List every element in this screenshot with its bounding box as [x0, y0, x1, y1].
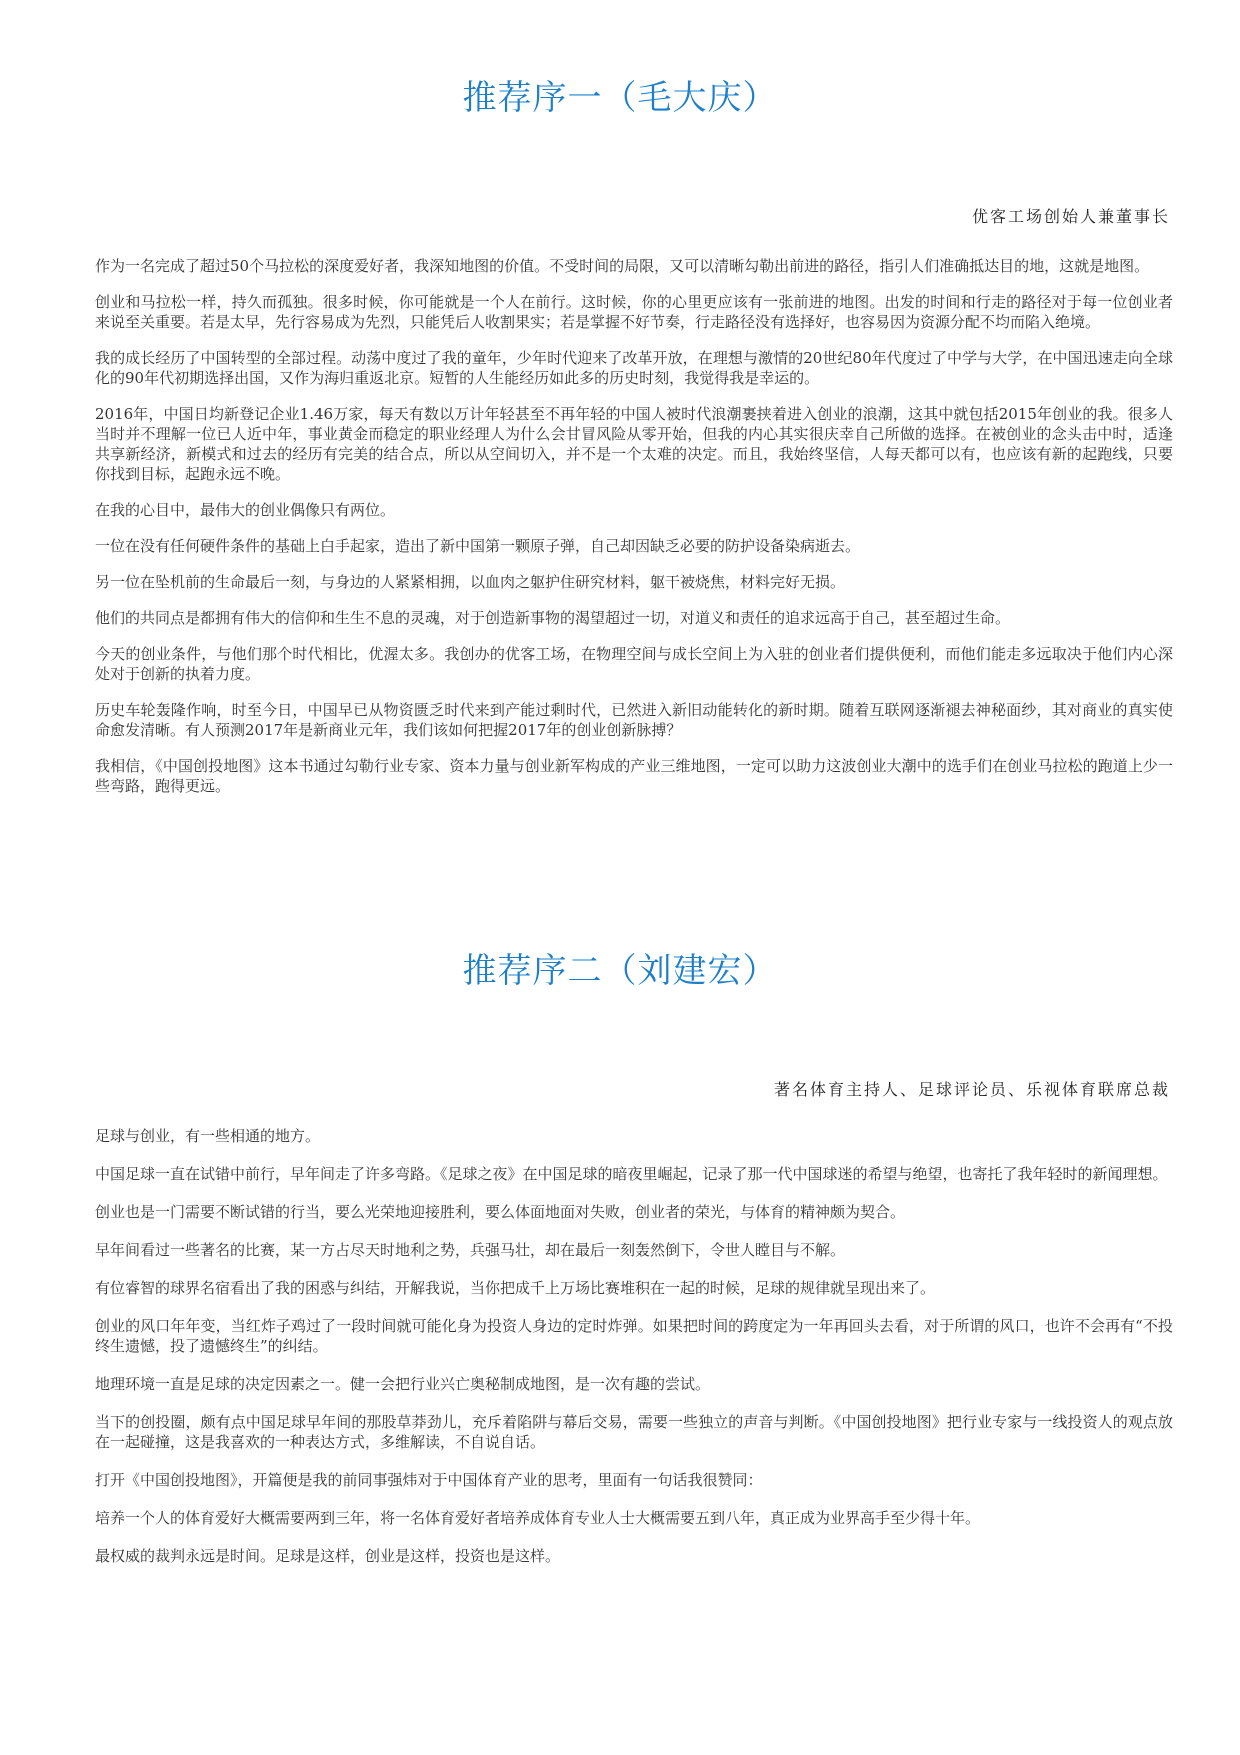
- paragraph: 中国足球一直在试错中前行，早年间走了许多弯路。《足球之夜》在中国足球的暗夜里崛起，记录了那一代中国球迷的希望与绝望，也寄托了我年轻时的新闻理想。: [95, 1165, 1168, 1183]
- preface-two-byline: 著名体育主持人、足球评论员、乐视体育联席总裁: [773, 1080, 1170, 1099]
- paragraph: 作为一名完成了超过50个马拉松的深度爱好者，我深知地图的价值。不受时间的局限，又可以清晰勾勒出前进的路径，指引人们准确抵达目的地，这就是地图。: [95, 257, 1150, 275]
- paragraph: 另一位在坠机前的生命最后一刻，与身边的人紧紧相拥，以血肉之躯护住研究材料，躯干被烧焦，材料完好无损。: [95, 573, 846, 591]
- preface-one-title: 推荐序一（毛大庆）: [462, 78, 778, 118]
- paragraph: 最权威的裁判永远是时间。足球是这样，创业是这样，投资也是这样。: [95, 1547, 561, 1565]
- paragraph: 今天的创业条件，与他们那个时代相比，优渥太多。我创办的优客工场，在物理空间与成长空间上为入驻的创业者们提供便利，而他们能走多远取决于他们内心深处对于创新的执着力度。: [95, 645, 1173, 683]
- paragraph: 我的成长经历了中国转型的全部过程。动荡中度过了我的童年，少年时代迎来了改革开放，在理想与激情的20世纪80年代度过了中学与大学，在中国迅速走向全球化的90年代初期选择出国，又作为海归重返北京。短暂的人生能经历如此多的历史时刻，我觉得我是幸运的。: [95, 349, 1173, 387]
- preface-one-byline: 优客工场创始人兼董事长: [971, 207, 1170, 226]
- paragraph: 在我的心目中，最伟大的创业偶像只有两位。: [95, 501, 396, 519]
- paragraph: 创业和马拉松一样，持久而孤独。很多时候，你可能就是一个人在前行。这时候，你的心里更应该有一张前进的地图。出发的时间和行走的路径对于每一位创业者来说至关重要。若是太早，先行容易成为先烈，只能凭后人收割果实；若是掌握不好节奏，行走路径没有选择好，也容易因为资源分配不均而陷入绝境。: [95, 293, 1173, 331]
- paragraph: 历史车轮轰隆作响，时至今日，中国早已从物资匮乏时代来到产能过剩时代，已然进入新旧动能转化的新时期。随着互联网逐渐褪去神秘面纱，其对商业的真实使命愈发清晰。有人预测2017年是新商业元年，我们该如何把握2017年的创业创新脉搏？: [95, 701, 1173, 739]
- paragraph: 创业也是一门需要不断试错的行当，要么光荣地迎接胜利，要么体面地面对失败，创业者的荣光，与体育的精神颇为契合。: [95, 1203, 906, 1221]
- preface-two-body: [95, 1126, 1173, 1584]
- preface-one-body: [95, 256, 1173, 812]
- paragraph: 有位睿智的球界名宿看出了我的困惑与纠结，开解我说，当你把成千上万场比赛堆积在一起的时候，足球的规律就呈现出来了。: [95, 1279, 936, 1297]
- paragraph: 地理环境一直是足球的决定因素之一。健一会把行业兴亡奥秘制成地图，是一次有趣的尝试。: [95, 1375, 711, 1393]
- paragraph: 2016年，中国日均新登记企业1.46万家，每天有数以万计年轻甚至不再年轻的中国人被时代浪潮裹挟着进入创业的浪潮，这其中就包括2015年创业的我。很多人当时并不理解一位已人近中年，事业黄金而稳定的职业经理人为什么会甘冒风险从零开始，但我的内心其实很庆幸自己所做的选择。在被创业的念头击中时，适逢共享新经济，新模式和过去的经历有完美的结合点，所以从空间切入，并不是一个太难的决定。而且，我始终坚信，人每天都可以有，也应该有新的起跑线，只要你找到目标，起跑永远不晚。: [95, 405, 1173, 483]
- paragraph: 早年间看过一些著名的比赛，某一方占尽天时地利之势，兵强马壮，却在最后一刻轰然倒下，令世人瞠目与不解。: [95, 1241, 846, 1259]
- paragraph: 培养一个人的体育爱好大概需要两到三年，将一名体育爱好者培养成体育专业人士大概需要五到八年，真正成为业界高手至少得十年。: [95, 1509, 981, 1527]
- paragraph: 足球与创业，有一些相通的地方。: [95, 1127, 321, 1145]
- paragraph: 我相信，《中国创投地图》这本书通过勾勒行业专家、资本力量与创业新军构成的产业三维地图，一定可以助力这波创业大潮中的选手们在创业马拉松的跑道上少一些弯路，跑得更远。: [95, 757, 1173, 795]
- paragraph: 他们的共同点是都拥有伟大的信仰和生生不息的灵魂，对于创造新事物的渴望超过一切，对道义和责任的追求远高于自己，甚至超过生命。: [95, 609, 1011, 627]
- preface-two-title: 推荐序二（刘建宏）: [462, 951, 778, 991]
- paragraph: 打开《中国创投地图》，开篇便是我的前同事强炜对于中国体育产业的思考，里面有一句话我很赞同：: [95, 1471, 763, 1489]
- paragraph: 创业的风口年年变，当红炸子鸡过了一段时间就可能化身为投资人身边的定时炸弹。如果把时间的跨度定为一年再回头去看，对于所谓的风口，也许不会再有“不投终生遗憾，投了遗憾终生”的纠结。: [95, 1317, 1173, 1355]
- paragraph: 当下的创投圈，颇有点中国足球早年间的那股草莽劲儿，充斥着陷阱与幕后交易，需要一些独立的声音与判断。《中国创投地图》把行业专家与一线投资人的观点放在一起碰撞，这是我喜欢的一种表达方式，多维解读，不自说自话。: [95, 1413, 1173, 1451]
- paragraph: 一位在没有任何硬件条件的基础上白手起家，造出了新中国第一颗原子弹，自己却因缺乏必要的防护设备染病逝去。: [95, 537, 861, 555]
